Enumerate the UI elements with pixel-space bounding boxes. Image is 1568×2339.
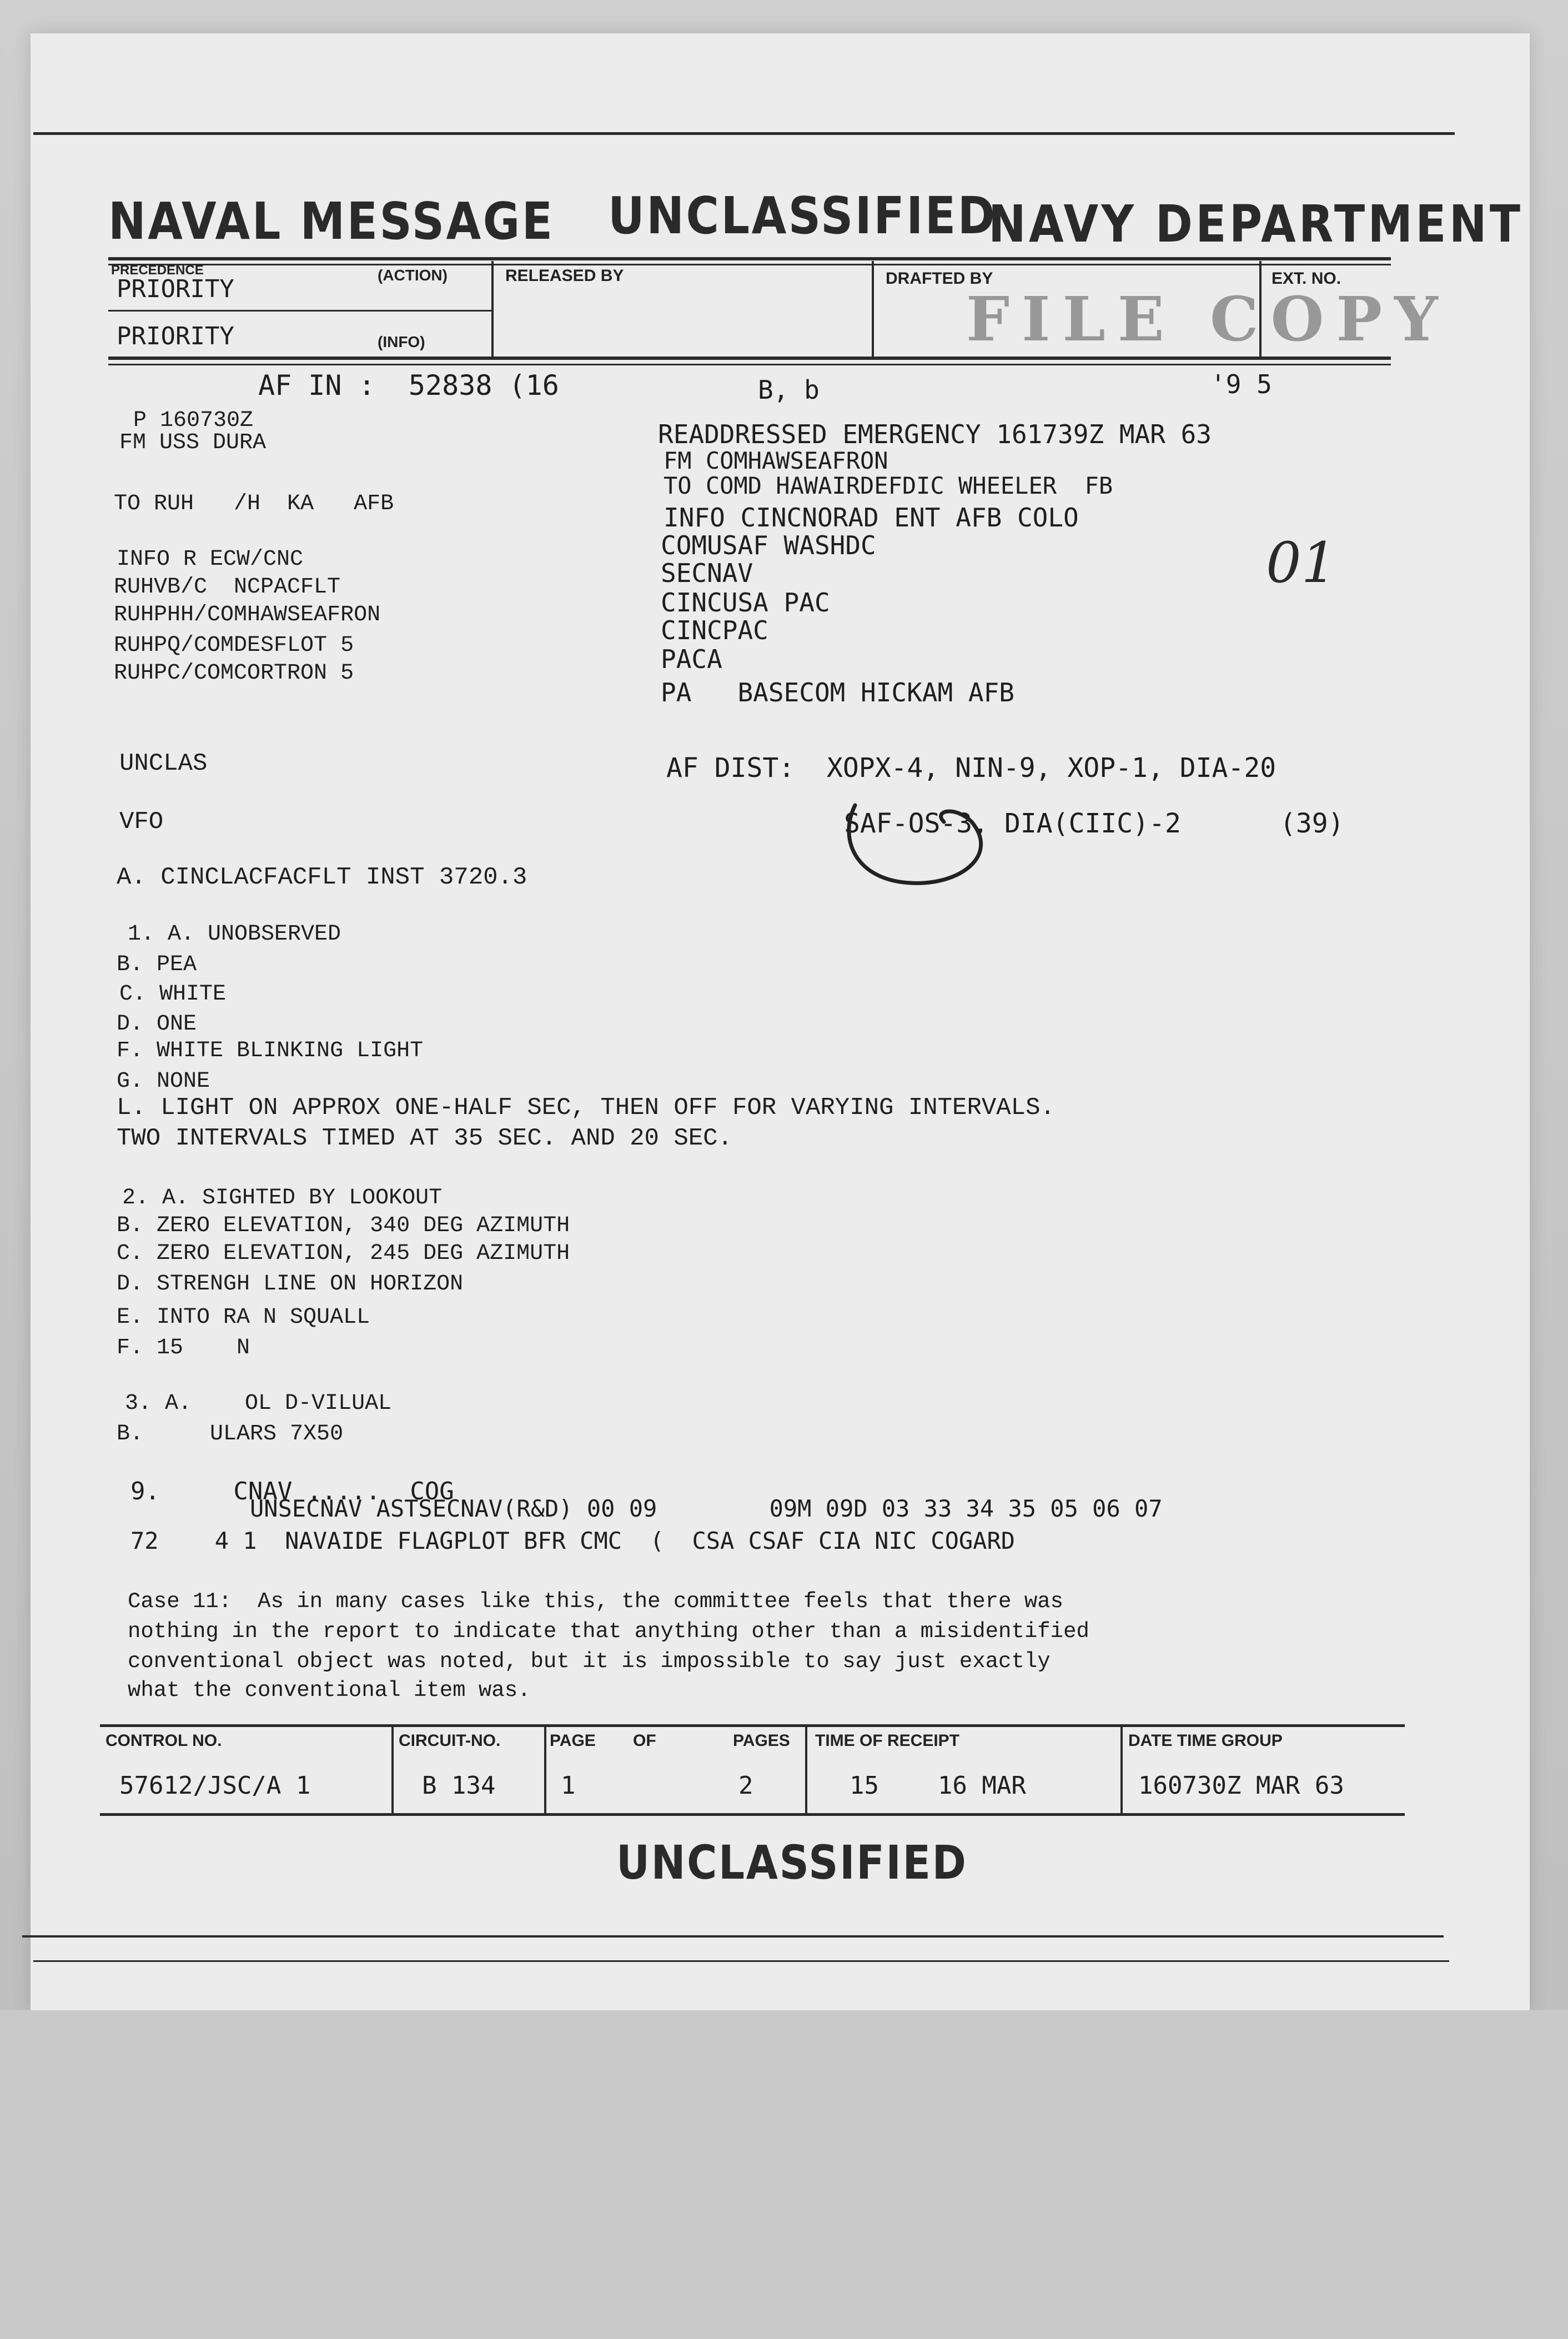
released-by-label: RELEASED BY (505, 267, 624, 285)
bottom-classification-stamp: UNCLASSIFIED (616, 1835, 968, 1890)
footer-divider-3 (805, 1726, 807, 1815)
body-line: TWO INTERVALS TIMED AT 35 SEC. AND 20 SEC. (117, 1125, 732, 1152)
address-line: RUHPC/COMCORTRON 5 (114, 661, 354, 686)
bottom-rule (22, 1935, 1444, 1938)
readdress-line: COMUSAF WASHDC (661, 530, 876, 560)
unclas-marking: UNCLAS (119, 750, 208, 777)
body-line: 2. A. SIGHTED BY LOOKOUT (122, 1186, 443, 1211)
af-dist-count: (39) (1280, 808, 1344, 839)
naval-message-title: NAVAL MESSAGE (108, 192, 555, 251)
readdress-line: CINCUSA PAC (661, 588, 830, 618)
case-note-line: what the conventional item was. (128, 1678, 531, 1703)
scan-bottom-area (0, 2010, 1568, 2339)
time-of-receipt-label: TIME OF RECEIPT (815, 1731, 960, 1750)
header-rule-2 (108, 264, 1391, 265)
form-divider-1 (491, 261, 494, 358)
drafted-by-label: DRAFTED BY (886, 269, 993, 288)
precedence-info-value: PRIORITY (117, 322, 234, 350)
routing-b-mark: B, b (758, 375, 820, 405)
body-line: D. STRENGH LINE ON HORIZON (117, 1272, 464, 1297)
body-line: E. INTO RA N SQUALL (117, 1305, 370, 1330)
body-line: B. ZERO ELEVATION, 340 DEG AZIMUTH (117, 1213, 570, 1238)
page-value: 1 (561, 1771, 576, 1800)
page-label: PAGE (550, 1731, 596, 1750)
header-rule (108, 257, 1391, 260)
info-label: (INFO) (378, 333, 425, 350)
body-line: B. ULARS 7X50 (117, 1422, 344, 1447)
dist-line: 72 4 1 NAVAIDE FLAGPLOT BFR CMC ( CSA CSAF CIA NIC COGARD (130, 1527, 1016, 1554)
form-mid-rule (108, 310, 491, 312)
address-line: RUHPHH/COMHAWSEAFRON (114, 603, 381, 628)
drafted-by-stamp: FILE COPY (966, 283, 1450, 355)
top-rule (33, 132, 1455, 135)
footer-divider-2 (544, 1726, 546, 1815)
form-bottom-rule-2 (108, 364, 1391, 365)
case-note-line: conventional object was noted, but it is impossible to say just exactly (128, 1649, 1051, 1674)
address-line: TO RUH /H KA AFB (114, 491, 394, 516)
readdress-line: PACA (661, 644, 722, 674)
body-line: 3. A. OL D-VILUAL (125, 1391, 392, 1416)
precedence-action-value: PRIORITY (117, 275, 234, 303)
footer-bottom-rule (100, 1813, 1405, 1816)
address-line: FM USS DURA (119, 430, 267, 455)
af-dist-line1: AF DIST: XOPX-4, NIN-9, XOP-1, DIA-20 (666, 752, 1276, 784)
readdress-line: PA BASECOM HICKAM AFB (661, 677, 1014, 707)
footer-divider-1 (391, 1726, 394, 1815)
body-line: F. 15 N (117, 1336, 250, 1361)
address-line: INFO R ECW/CNC (117, 547, 304, 572)
body-line: 1. A. UNOBSERVED (128, 922, 341, 947)
circuit-no-label: CIRCUIT-NO. (399, 1731, 501, 1750)
precedence-label: PRECEDENCE (111, 263, 204, 278)
control-no-value: 57612/JSC/A 1 (119, 1771, 311, 1800)
form-bottom-rule (108, 357, 1391, 360)
circuit-no-value: B 134 (422, 1771, 496, 1800)
address-line: P 160730Z (133, 408, 254, 433)
of-label: OF (633, 1731, 656, 1750)
footer-top-rule (100, 1724, 1405, 1727)
footer-divider-4 (1120, 1726, 1123, 1815)
routing-corner-mark: '9 5 (1210, 369, 1272, 399)
af-dist-line2: SAF-OS-3, DIA(CIIC)-2 (844, 808, 1181, 839)
readdress-line: INFO CINCNORAD ENT AFB COLO (664, 503, 1079, 533)
body-line: C. WHITE (119, 982, 227, 1007)
bottom-rule-2 (33, 1960, 1449, 1962)
pages-label: PAGES (733, 1731, 790, 1750)
dist-line: 9. CNAV ..... COG (130, 1477, 454, 1505)
dtg-value: 160730Z MAR 63 (1138, 1771, 1344, 1800)
ext-no-label: EXT. NO. (1272, 269, 1341, 288)
classification-title: UNCLASSIFIED (608, 186, 997, 245)
readdress-line: READDRESSED EMERGENCY 161739Z MAR 63 (658, 419, 1212, 449)
control-no-label: CONTROL NO. (105, 1731, 222, 1750)
case-note-line: nothing in the report to indicate that anything other than a misidentified (128, 1619, 1089, 1644)
readdress-line: SECNAV (661, 558, 753, 588)
reference-line: A. CINCLACFACFLT INST 3720.3 (117, 864, 527, 891)
body-line: G. NONE (117, 1069, 210, 1094)
pages-value: 2 (738, 1771, 753, 1800)
body-line: B. PEA (117, 952, 197, 977)
address-line: RUHVB/C NCPACFLT (114, 575, 341, 600)
vfo-marking: VFO (119, 808, 164, 836)
readdress-line: CINCPAC (661, 615, 768, 645)
dtg-label: DATE TIME GROUP (1128, 1731, 1283, 1750)
af-in-number: AF IN : 52838 (16 (258, 369, 559, 401)
body-line: F. WHITE BLINKING LIGHT (117, 1038, 424, 1063)
body-line: C. ZERO ELEVATION, 245 DEG AZIMUTH (117, 1241, 570, 1266)
address-line: RUHPQ/COMDESFLOT 5 (114, 633, 354, 658)
time-of-receipt-value: 15 16 MAR (850, 1771, 1026, 1800)
navy-department-title: NAVY DEPARTMENT (988, 194, 1524, 254)
action-label: (ACTION) (378, 267, 448, 284)
body-line: D. ONE (117, 1012, 197, 1037)
form-divider-2 (872, 261, 874, 358)
readdress-line: FM COMHAWSEAFRON (664, 447, 888, 474)
readdress-line: TO COMD HAWAIRDEFDIC WHEELER FB (664, 472, 1113, 499)
dist-line: UNSECNAV ASTSECNAV(R&D) 00 09 09M 09D 03 33 34 35 05 06 07 (250, 1495, 1163, 1522)
body-line: L. LIGHT ON APPROX ONE-HALF SEC, THEN OFF FOR VARYING INTERVALS. (117, 1094, 1055, 1122)
case-note-line: Case 11: As in many cases like this, the committee feels that there was (128, 1589, 1064, 1614)
handwritten-circle (833, 789, 1011, 900)
handwritten-note: 01 (1266, 530, 1337, 595)
